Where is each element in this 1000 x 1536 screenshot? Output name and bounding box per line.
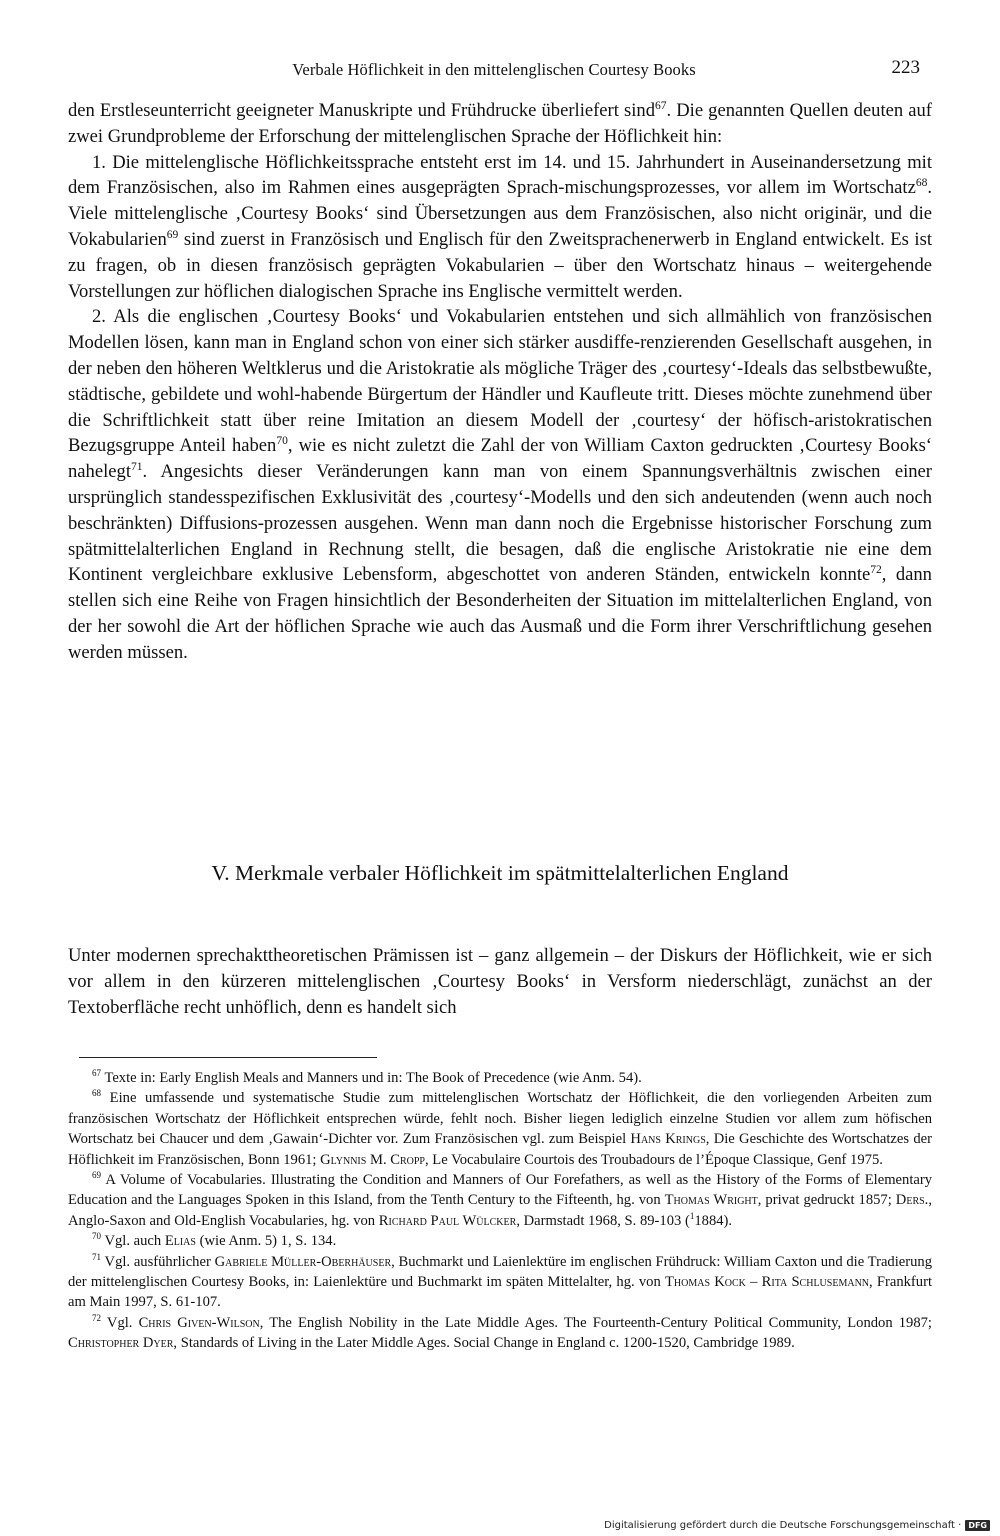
footnote [68,1068,932,1088]
footnote-text: , Die Geschichte des Wortschatzes der Höflichkeit im Französischen, Bonn 1961; [68,1131,932,1168]
body-text-top [68,98,932,666]
running-title: Verbale Höflichkeit in den mittelenglischen Courtesy Books [292,60,696,79]
author-name: Thomas Kock – Rita Schlusemann [664,1274,870,1291]
footnote-text: A Volume of Vocabularies. Illustrating the Condition and Manners of Our Forefathers, as well as the History of the Forms of Elementary Education and the Languages Spoken in this Island, from the Tenth Century to the Fifteenth, hg. von [68,1172,933,1209]
paragraph: 1. Die mittelenglische Höflichkeitssprache entsteht erst im 14. und 15. Jahrhundert in Auseinandersetzung mit dem Französischen, also im Rahmen eines ausgeprägten Sprach-mischungsprozesses, vor allem im Wortschatz$^{68}$. Viele mittelenglische ‚Courtesy Books‘ sind Übersetzungen aus dem Französischen, also nicht originär, und die Vokabularien$^{69}$ sind zuerst in Französisch und Englisch für den Zweitsprachenerwerb in England entwickelt. Es ist zu fragen, ob in diesen französisch geprägten Vokabularien – über den Wortschatz hinaus – weitergehende Vorstellungen zur höflichen dialogischen Sprache ins Englische vermittelt werden. [68,151,932,302]
edition-marker: 1 [689,1210,695,1221]
footnote-number: 70 [92,1231,102,1242]
footnote-ref[interactable]: 71 [130,460,143,473]
paragraph: Unter modernen sprechakttheoretischen Prämissen ist – ganz allgemein – der Diskurs der Höflichkeit, wie er sich vor allem in den kürzeren mittelenglischen ‚Courtesy Books‘ in Versform niederschlägt, zunächst an der Textoberfläche recht unhöflich, denn es handelt sich [68,945,932,1018]
footnote [68,1170,932,1231]
paragraph: 2. Als die englischen ‚Courtesy Books‘ und Vokabularien entstehen und sich allmählich von französischen Modellen lösen, kann man in England schon von einer sich stärker ausdiffe-renzierenden Gesellschaft ausgehen, in der neben den höheren Weltklerus und die Aristokratie als mögliche Träger des ‚courtesy‘-Ideals das selbstbewußte, städtische, gebildete und wohl-habende Bürgertum der Händler und Kaufleute tritt. Dieses möchte zunehmend über die Schriftlichkeit statt über reine Imitation an diesem Modell der ‚courtesy‘ der höfisch-aristokratischen Bezugsgruppe Anteil haben$^{70}$, wie es nicht zuletzt die Zahl der von William Caxton gedruckten ‚Courtesy Books‘ nahelegt$^{71}$. Angesichts dieser Veränderungen kann man von einem Spannungsverhältnis zwischen einer ursprünglich standesspezifischen Exklusivität des ‚courtesy‘-Modells und den sich andeutenden (wenn auch noch beschränkten) Diffusions-prozessen ausgehen. Wenn man dann noch die Ergebnisse historischer Forschung zum spätmittelalterlichen England in Rechnung stellt, die besagen, daß die englische Aristokratie nie eine dem Kontinent vergleichbare exklusive Lebensform, abgeschottet von anderen Ständen, entwickeln konnte$^{72}$, dann stellen sich eine Reihe von Fragen hinsichtlich der Besonderheiten der Situation im mittelalterlichen England, von der her sowohl die Art der höflichen Sprache wie auch das Ausmaß und die Form ihrer Verschriftlichung gesehen werden müssen. [68,306,932,663]
author-name: Thomas Wright [664,1192,758,1209]
footnote-text: 1884). [694,1212,733,1229]
running-head [68,57,920,88]
footnote-number: 68 [92,1088,102,1099]
author-name: Richard Paul Wülcker [378,1212,517,1229]
author-name: Christopher Dyer [68,1335,174,1352]
funding-note [604,1518,990,1532]
footnote-text: Eine umfassende und systematische Studie zum mittelenglischen Wortschatz der Höflichkeit, die den vorliegenden Arbeiten zum französischen Wortschatz der Höflichkeit entsprechen würde, fehlt noch. Bisher liegen lediglich einzelne Studien vor allem zum höfischen Wortschatz bei Chaucer und dem ‚Gawain‘-Dichter vor. Zum Französischen vgl. zum Beispiel [68,1090,932,1148]
footnote-text: , privat gedruckt 1857; [757,1192,896,1209]
author-name: Glynnis M. Cropp [320,1151,425,1168]
footnote-text: , The English Nobility in the Late Middle Ages. The Fourteenth-Century Political Community, London 1987; [259,1314,932,1331]
paragraph: den Erstleseunterricht geeigneter Manuskripte und Frühdrucke überliefert sind$^{67}$. Die genannten Quellen deuten auf zwei Grundprobleme der Erforschung der mittelenglischen Sprache der Höflichkeit hin: [68,99,932,147]
funding-note-text: Digitalisierung gefördert durch die Deutsche Forschungsgemeinschaft · [604,1519,962,1531]
footnote-text: , Frankfurt am Main 1997, S. 61-107. [68,1274,933,1311]
footnote-ref[interactable]: 70 [276,435,288,448]
body-text-bottom [68,943,932,1020]
footnote-number: 67 [92,1068,102,1079]
footnote-text: Vgl. ausführlicher [104,1253,215,1270]
footnote-number: 71 [92,1251,102,1262]
section-heading: V. Merkmale verbaler Höflichkeit im spätmittelalterlichen England [211,861,789,885]
footnote-ref[interactable]: 72 [870,564,882,577]
footnote-ref[interactable]: 69 [166,228,179,241]
footnote-ref[interactable]: 67 [655,99,667,112]
footnote [68,1313,932,1354]
author-name: Gabriele Müller-Oberhäuser [214,1253,392,1270]
footnote [68,1088,932,1170]
author-name: Hans Krings [630,1131,706,1148]
footnote-number: 72 [92,1313,102,1324]
author-name: Chris Given-Wilson [138,1314,260,1331]
dfg-logo-icon: DFG [965,1520,990,1531]
footnote-text: Texte in: Early English Meals and Manners und in: The Book of Precedence (wie Anm. 54). [104,1070,642,1086]
footnote-ref[interactable]: 68 [915,177,928,190]
footnote-text: , Anglo-Saxon and Old-English Vocabularies, hg. von [68,1192,932,1229]
page-number: 223 [891,57,920,78]
footnote-text: , Buchmarkt und Laienlektüre im englischen Frühdruck: William Caxton und die Tradierung der mittelenglischen Courtesy Books, in: Laienlektüre und Buchmarkt im späten Mittelalter, hg. von [68,1253,933,1291]
footnote-text: , Darmstadt 1968, S. 89-103 ( [516,1212,690,1229]
footnote [68,1252,932,1313]
footnote-number: 69 [92,1170,102,1181]
footnote-text: Vgl. auch [104,1233,165,1250]
footnote-text: , Standards of Living in the Later Middle Ages. Social Change in England c. 1200-1520, Cambridge 1989. [173,1335,795,1352]
footnote-divider [79,1057,377,1058]
footnote-text: , Le Vocabulaire Courtois des Troubadours de l’Époque Classique, Genf 1975. [425,1151,883,1168]
footnote-text: Vgl. [106,1314,139,1331]
author-name: Ders. [895,1192,929,1209]
author-name: Elias [164,1233,196,1250]
footnote-text: (wie Anm. 5) 1, S. 134. [195,1233,337,1250]
footnotes [68,1068,932,1354]
footnote [68,1231,932,1251]
